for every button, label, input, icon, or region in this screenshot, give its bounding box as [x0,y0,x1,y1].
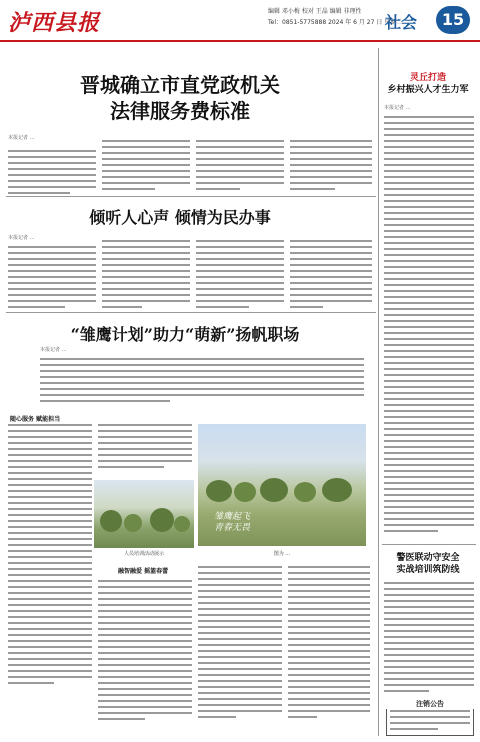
article3-col4 [198,566,282,722]
article3-col5 [288,566,370,722]
masthead [0,0,480,42]
side2-headline-line1: 警医联动守安全 [396,553,460,563]
masthead-info-line1: 编辑 邓小梅 校对 王晶 编辑 非理性 [268,8,362,15]
article1-col2 [102,140,190,194]
article3-col2 [98,424,192,472]
article1-byline: 本报记者 … [8,135,35,141]
article3-subhead-1: 随心服务 赋能担当 [10,416,61,423]
article3-byline: 本报记者 … [40,347,67,353]
side1-body [384,116,474,536]
garden-photo [94,480,194,548]
page-number-badge: 15 [436,6,470,34]
side2-headline-line2: 实战培训筑防线 [396,565,460,575]
field-photo-overlay-line2: 青春无畏 [214,523,251,533]
masthead-info [268,6,402,28]
divider [6,312,376,313]
article2-col3 [196,240,284,312]
side1-byline: 本报记者 … [384,105,411,111]
divider [6,196,376,197]
article3-subhead-2: 融智融爱 摇篮春蕾 [118,568,169,575]
article1-col4 [290,140,372,194]
article1-headline-line1: 晋城确立市直党政机关 [80,73,280,97]
article3-headline: “雏鹰计划”助力“萌新”扬帆职场 [70,325,300,344]
notice-body [390,710,470,734]
divider [382,544,476,545]
side1-headline-line2: 乡村振兴人才生力军 [387,85,469,95]
newspaper-logo: 泸西县报 [8,10,101,36]
notice-title: 注销公告 [386,699,474,709]
column-separator [378,48,379,736]
article1-col1 [8,150,96,198]
side2-headline [382,552,474,576]
side2-body [384,582,474,696]
article2-col4 [290,240,372,312]
article2-col1 [8,246,96,312]
article2-headline: 倾听人心声 倾情为民办事 [89,208,271,227]
side1-headline [382,72,474,96]
garden-photo-caption: 人员培训活动展示 [123,551,164,557]
article1-col3 [196,140,284,194]
article3-lead [40,358,364,406]
article3-col1 [8,424,92,688]
article1-headline [60,72,300,124]
section-name: 社会 [385,13,418,32]
masthead-info-line2: Tel：0851-5775888 2024 年 6 月 27 日 星期二 [268,19,403,26]
article1-headline-line2: 法律服务费标准 [110,99,250,123]
field-photo-overlay [214,512,250,534]
article3-col3 [98,580,192,724]
field-photo-caption: 图为 … [273,551,291,557]
article2-col2 [102,240,190,312]
side1-headline-line1: 灵丘打造 [409,73,446,83]
field-photo-overlay-line1: 雏鹰起飞 [214,512,251,522]
article2-byline: 本报记者 … [8,235,35,241]
